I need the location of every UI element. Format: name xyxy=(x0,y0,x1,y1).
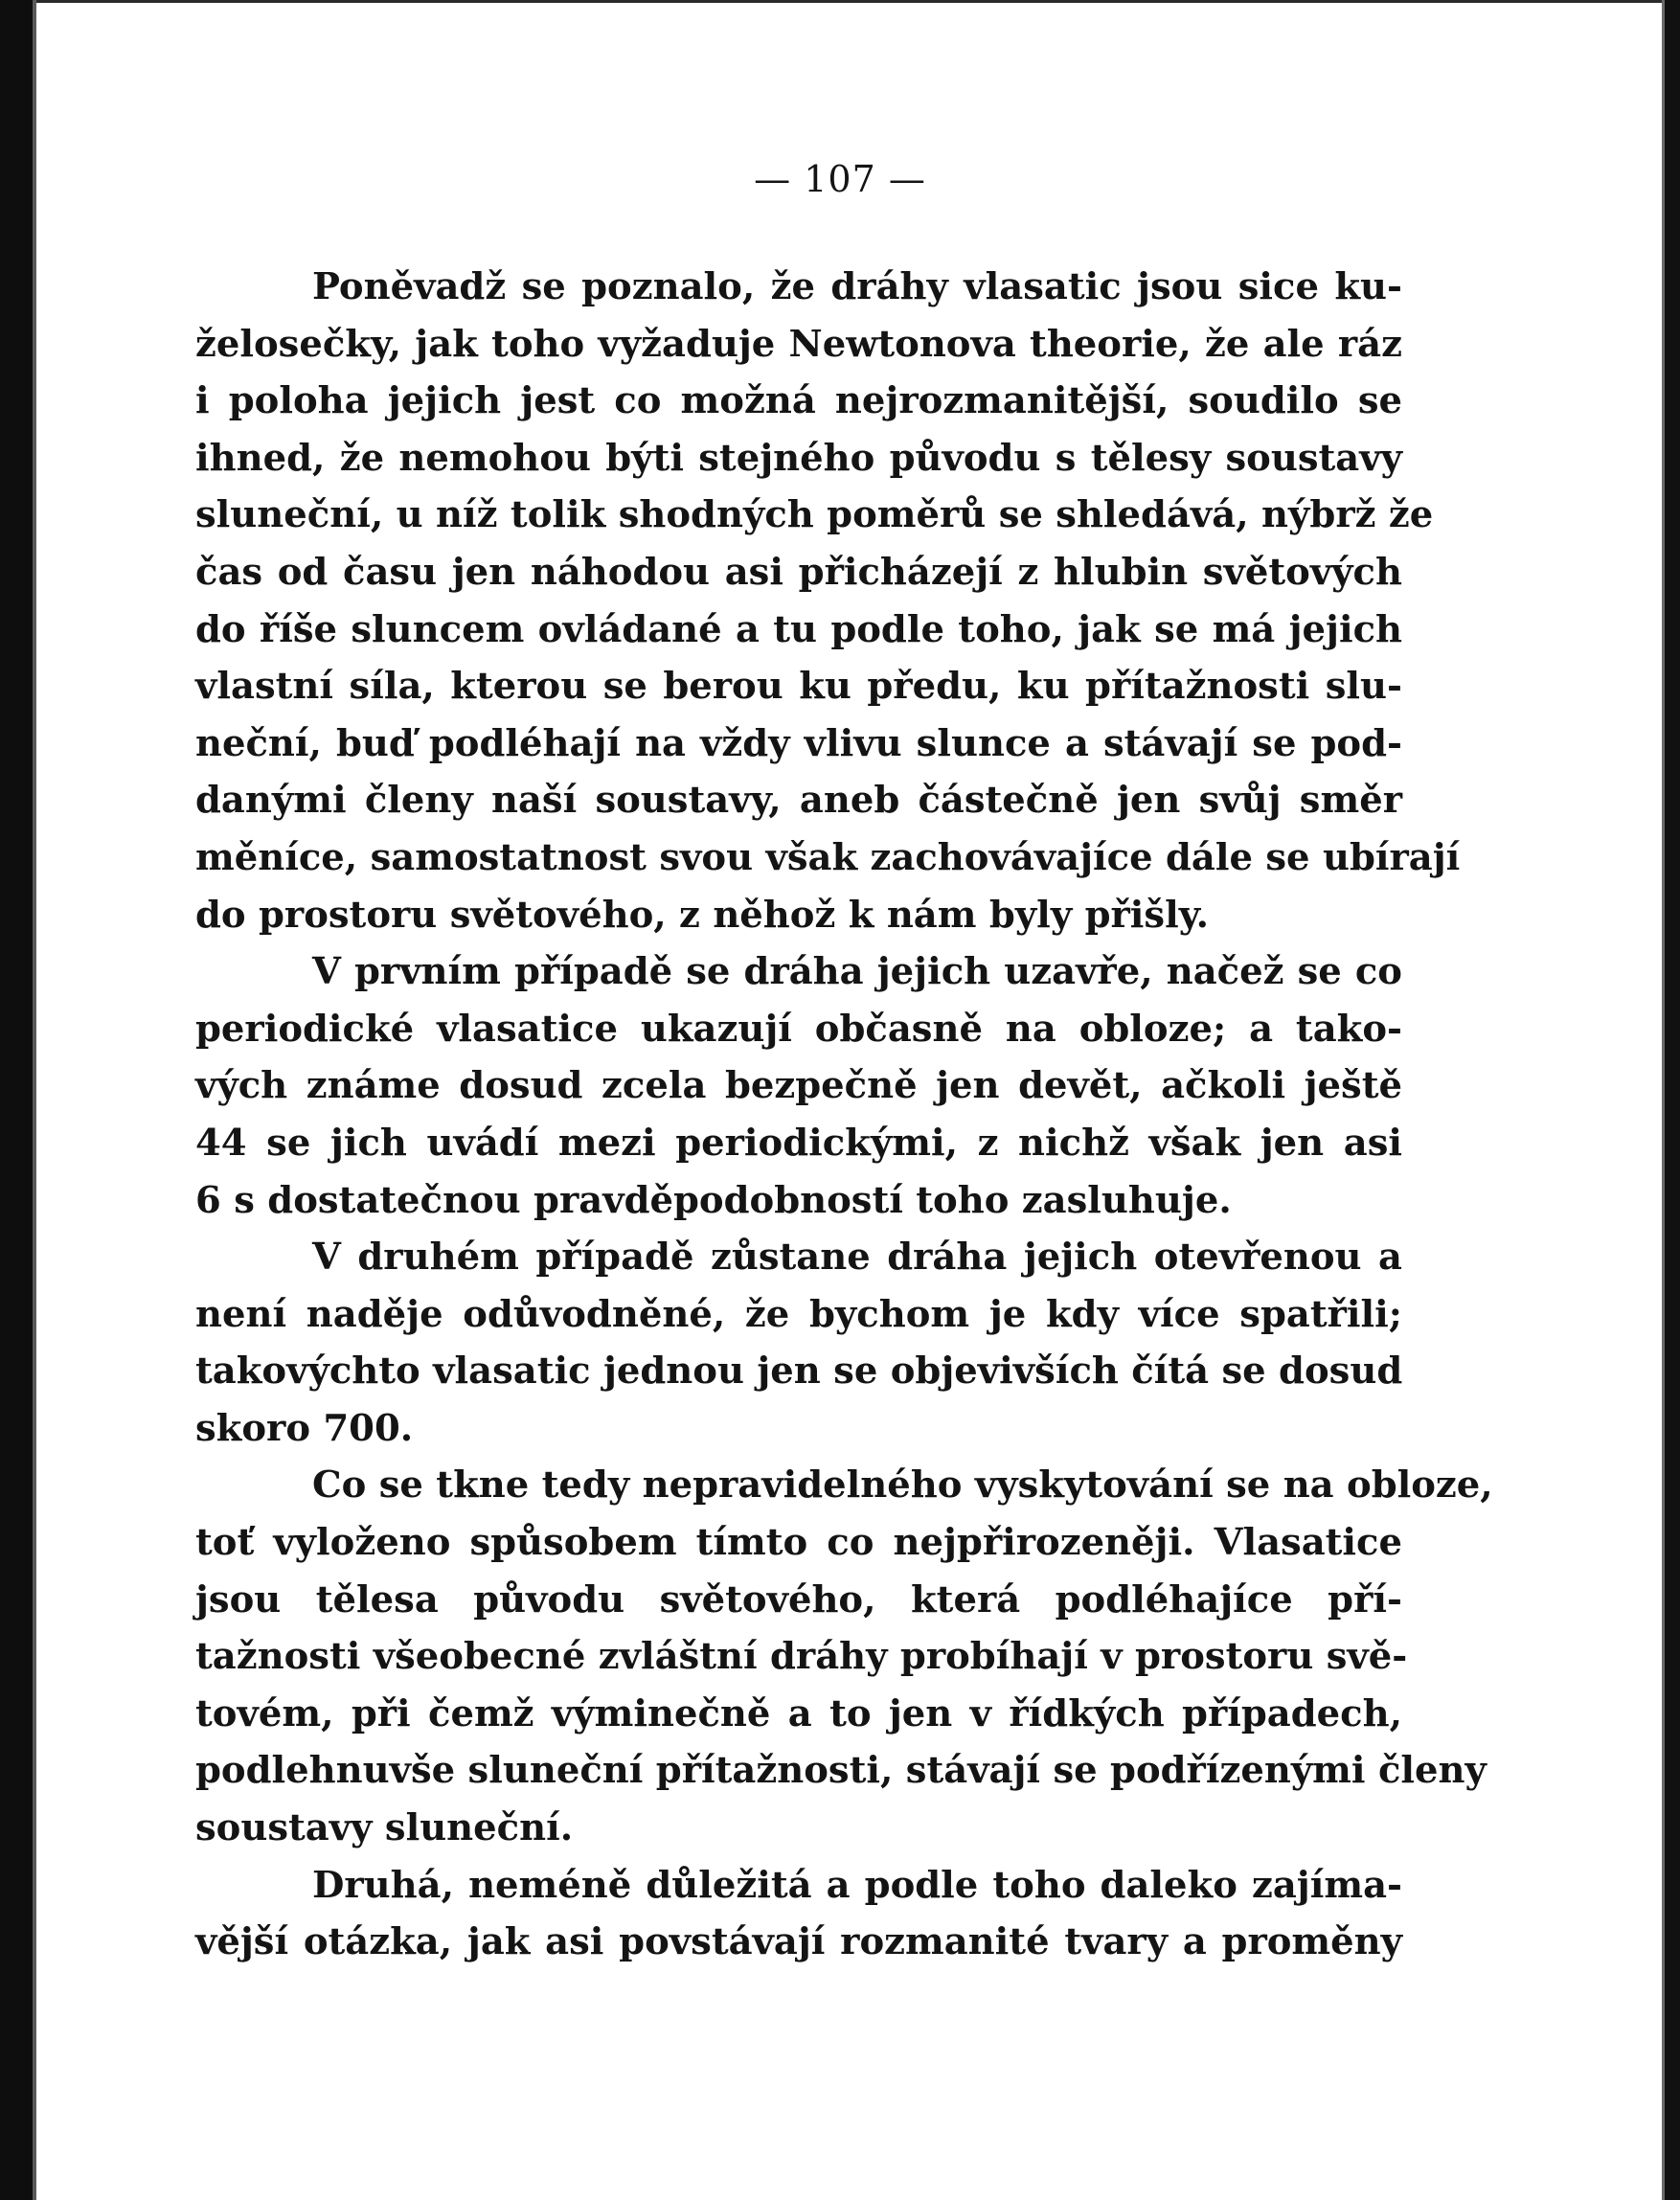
text-line: čas od času jen náhodou asi přicházejí z hlubin světových xyxy=(195,550,1402,594)
text-line: neční, buď podléhají na vždy vlivu slunce a stávají se pod- xyxy=(195,721,1402,765)
scan-edge-top xyxy=(0,0,1680,3)
text-line: Poněvadž se poznalo, že dráhy vlasatic jsou sice ku- xyxy=(312,265,1402,308)
text-line: Co se tkne tedy nepravidelného vyskytování se na obloze, xyxy=(312,1463,1493,1508)
text-line: vlastní síla, kterou se berou ku předu, ku přítažnosti slu- xyxy=(195,665,1402,709)
text-line: i poloha jejich jest co možná nejrozmanitější, soudilo se xyxy=(195,379,1402,423)
text-line: sluneční, u níž tolik shodných poměrů se shledává, nýbrž že xyxy=(195,493,1434,537)
text-line: V druhém případě zůstane dráha jejich otevřenou a xyxy=(312,1236,1402,1280)
scan-edge-right-inner xyxy=(1662,0,1665,2200)
text-line: V prvním případě se dráha jejich uzavře, načež se co xyxy=(312,950,1402,994)
text-line: není naděje odůvodněné, že bychom je kdy více spatřili; xyxy=(195,1292,1402,1336)
text-line: tovém, při čemž výminečně a to jen v řídkých případech, xyxy=(195,1691,1402,1735)
body-text xyxy=(195,259,1493,1971)
text-line: 6 s dostatečnou pravděpodobností toho zasluhuje. xyxy=(195,1178,1232,1222)
scan-edge-left-inner xyxy=(33,0,36,2200)
text-line: do prostoru světového, z něhož k nám byly přišly. xyxy=(195,893,1210,937)
text-line: podlehnuvše sluneční přítažnosti, stávají se podřízenými členy xyxy=(195,1749,1487,1793)
text-line: takovýchto vlasatic jednou jen se objevivších čítá se dosud xyxy=(195,1349,1403,1394)
page-number: — 107 — xyxy=(754,158,926,200)
scan-edge-right xyxy=(1665,0,1680,2200)
text-line: periodické vlasatice ukazují občasně na obloze; a tako- xyxy=(195,1007,1402,1051)
text-line: měníce, samostatnost svou však zachovávajíce dále se ubírají xyxy=(195,835,1461,879)
text-line: jsou tělesa původu světového, která podléhajíce pří- xyxy=(195,1577,1402,1622)
text-line: do říše sluncem ovládané a tu podle toho, jak se má jejich xyxy=(195,607,1402,651)
scan-edge-left xyxy=(0,0,33,2200)
text-line: toť vyloženo spůsobem tímto co nejpřirozeněji. Vlasatice xyxy=(195,1521,1402,1565)
text-line: danými členy naší soustavy, aneb částečně jen svůj směr xyxy=(195,779,1402,823)
text-line: Druhá, neméně důležitá a podle toho daleko zajíma- xyxy=(312,1863,1402,1907)
text-line: tažnosti všeobecné zvláštní dráhy probíhají v prostoru svě- xyxy=(195,1635,1408,1679)
text-line: vých známe dosud zcela bezpečně jen devět, ačkoli ještě xyxy=(195,1064,1402,1108)
text-line: 44 se jich uvádí mezi periodickými, z nichž však jen asi xyxy=(195,1121,1402,1165)
text-line: skoro 700. xyxy=(195,1406,414,1450)
text-line: ihned, že nemohou býti stejného původu s tělesy soustavy xyxy=(195,436,1402,480)
text-line: želosečky, jak toho vyžaduje Newtonova theorie, že ale ráz xyxy=(195,322,1402,366)
text-line: soustavy sluneční. xyxy=(195,1806,574,1850)
text-line: vější otázka, jak asi povstávají rozmanité tvary a proměny xyxy=(195,1920,1402,1964)
